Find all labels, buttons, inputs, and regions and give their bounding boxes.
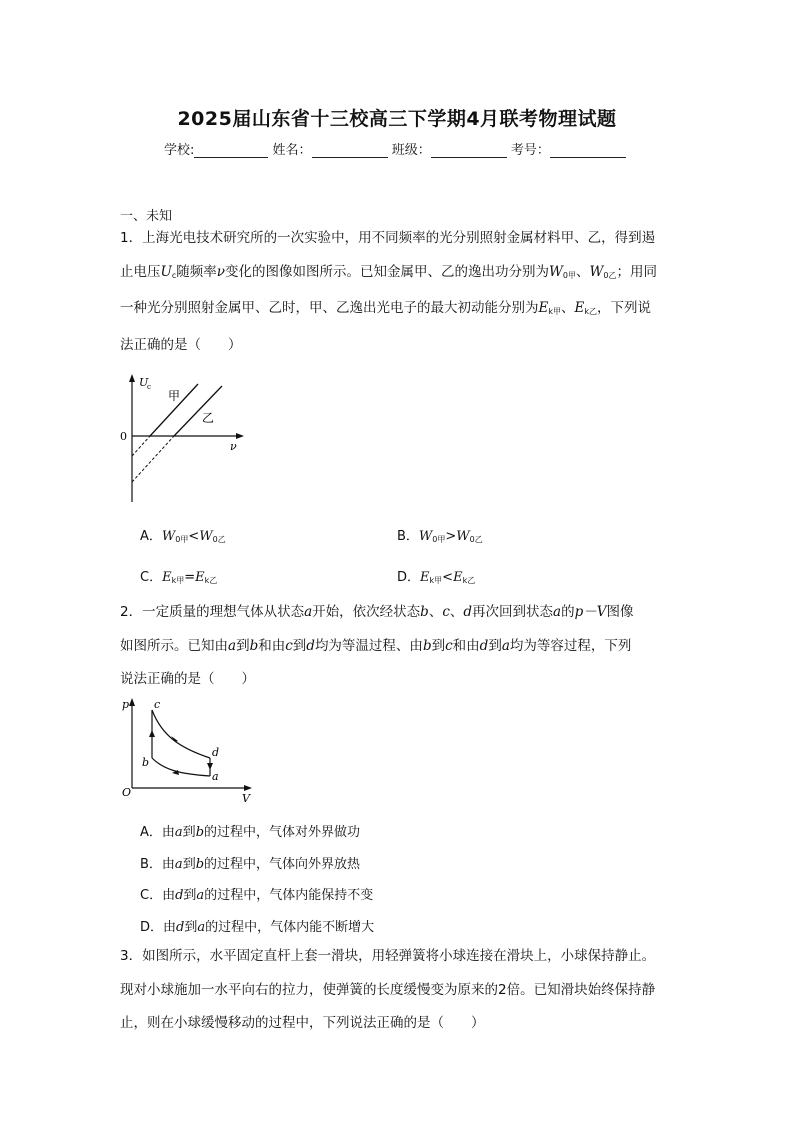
pv-graph [118, 696, 258, 806]
name-field[interactable] [312, 143, 388, 158]
q2-option-d[interactable]: D．由d到a的过程中，气体内能不断增大 [140, 920, 375, 935]
q2-option-c[interactable]: C．由d到a的过程中，气体内能保持不变 [140, 888, 374, 903]
isotherm-cd [152, 710, 210, 758]
q1-option-a[interactable]: A．$W_{0甲}<W_{0乙}$ [140, 529, 226, 544]
class-label: 班级： [391, 143, 431, 158]
q2-option-a[interactable]: A．由a到b的过程中，气体对外界做功 [140, 825, 361, 840]
question-3-line-3: 止，则在小球缓慢移动的过程中，下列说法正确的是（ ） [120, 1015, 485, 1031]
exam-no-label: 考号： [510, 143, 550, 158]
page-title: 2025届山东省十三校高三下学期4月联考物理试题 [177, 108, 617, 130]
isotherm-ab [152, 758, 210, 776]
svg-text:c: c [154, 698, 161, 711]
question-1 [120, 222, 680, 362]
class-field[interactable] [431, 143, 507, 158]
x-axis-label: ν [230, 440, 237, 453]
line-yi [174, 386, 222, 436]
q1-option-d[interactable]: D．$E_{k甲}<E_{k乙}$ [397, 570, 476, 585]
svg-text:d: d [212, 746, 220, 759]
question-2-line-2: 如图所示。已知由a到b和由c到d均为等温过程、由b到c和由d到a均为等容过程，下列 [120, 637, 632, 654]
svg-text:a: a [212, 770, 219, 783]
q2-option-b[interactable]: B．由a到b的过程中，气体向外界放热 [140, 857, 361, 872]
question-1-line-1: 1．上海光电技术研究所的一次实验中，用不同频率的光分别照射金属材料甲、乙，得到遏 [120, 230, 656, 246]
label-yi: 乙 [202, 411, 215, 425]
section-heading: 一、未知 [120, 209, 173, 224]
student-info-line [164, 139, 626, 158]
question-3 [120, 940, 680, 1041]
svg-text:p: p [122, 698, 130, 711]
exam-no-field[interactable] [550, 143, 626, 158]
y-axis-label: U [139, 376, 149, 389]
svg-text:O: O [122, 786, 132, 799]
svg-text:V: V [242, 792, 250, 805]
question-1-line-3: 一种光分别照射金属甲、乙时，甲、乙逸出光电子的最大初动能分别为$E_{k甲}$、$E_{k乙}$，下列说 [120, 300, 651, 316]
uc-nu-graph [112, 372, 252, 507]
school-label: 学校: [164, 143, 195, 158]
question-2-line-3: 说法正确的是（ ） [120, 671, 255, 687]
q1-option-c[interactable]: C．$E_{k甲}=E_{k乙}$ [140, 570, 218, 585]
origin-label: 0 [120, 430, 127, 443]
y-axis-sub: c [147, 383, 151, 391]
label-jia: 甲 [168, 389, 181, 403]
question-1-line-4: 法正确的是（ ） [120, 336, 242, 353]
question-1-line-2: 止电压$U_c$随频率ν变化的图像如图所示。已知金属甲、乙的逸出功分别为$W_{0甲}$、$W_{0乙}$；用同 [120, 263, 657, 280]
svg-text:b: b [142, 756, 150, 769]
name-label: 姓名： [272, 143, 312, 158]
question-2 [120, 596, 680, 697]
question-3-line-1: 3．如图所示，水平固定直杆上套一滑块，用轻弹簧将小球连接在滑块上，小球保持静止。 [120, 948, 656, 964]
question-3-line-2: 现对小球施加一水平向右的拉力，使弹簧的长度缓慢变为原来的2倍。已知滑块始终保持静 [120, 981, 656, 998]
school-field[interactable] [194, 143, 268, 158]
q1-option-b[interactable]: B．$W_{0甲}>W_{0乙}$ [397, 529, 483, 544]
question-2-line-1: 2．一定质量的理想气体从状态a开始，依次经状态b、c、d再次回到状态a的p－V图像 [120, 604, 634, 620]
